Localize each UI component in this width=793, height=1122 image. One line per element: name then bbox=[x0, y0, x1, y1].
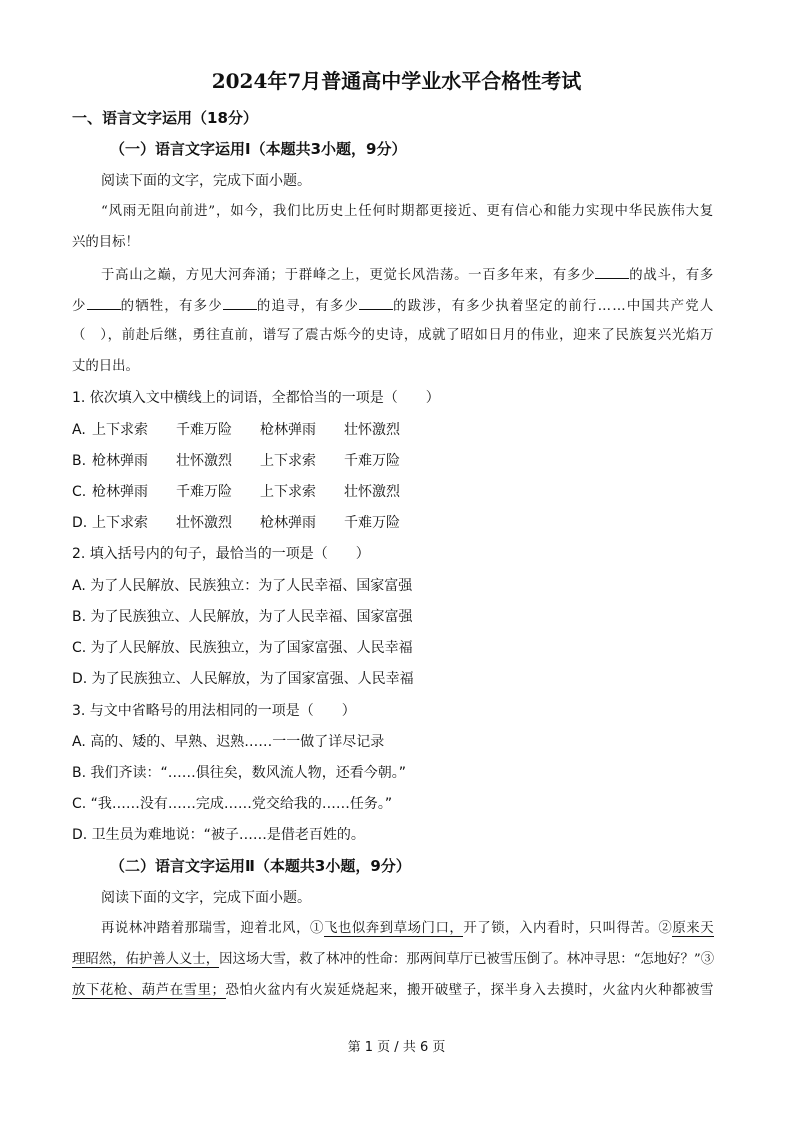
passage-line: 兴的目标！ bbox=[72, 235, 139, 250]
blank bbox=[359, 295, 393, 310]
part-heading: （一）语言文字运用Ⅰ（本题共3小题，9分） bbox=[110, 140, 407, 158]
text: 恐怕火盆内有火炭延烧起来，搬开破壁子，探半身入去摸时，火盆内火种都被雪 bbox=[225, 983, 714, 998]
passage-line bbox=[101, 264, 714, 286]
text: 的牺牲，有多少 bbox=[120, 299, 223, 314]
passage-line bbox=[72, 950, 714, 970]
option-a bbox=[72, 420, 472, 440]
option-b: B. 为了民族独立、人民解放，为了人民幸福、国家富强 bbox=[72, 609, 413, 625]
option-label: D. bbox=[72, 515, 88, 531]
option-word: 壮怀激烈 bbox=[344, 484, 400, 500]
option-label: B. bbox=[72, 453, 87, 469]
instruction: 阅读下面的文字，完成下面小题。 bbox=[101, 173, 311, 189]
question-stem: 1. 依次填入文中横线上的词语，全都恰当的一项是（ ） bbox=[72, 390, 440, 406]
option-a: A. 为了人民解放、民族独立：为了人民幸福、国家富强 bbox=[72, 578, 413, 594]
passage-line: 丈的日出。 bbox=[72, 359, 139, 374]
text: 的战斗，有多 bbox=[629, 268, 715, 283]
text: 再说林冲踏着那瑞雪，迎着北风，① bbox=[101, 921, 324, 936]
text: 的跋涉，有多少执着坚定的前行……中国共产党人 bbox=[393, 299, 715, 314]
option-word: 上下求索 bbox=[260, 453, 316, 469]
text: 于高山之巅，方见大河奔涌；于群峰之上，更觉长风浩荡。一百多年来，有多少 bbox=[101, 268, 596, 283]
passage-line bbox=[72, 295, 714, 317]
option-word: 枪林弹雨 bbox=[92, 453, 148, 469]
text: 因这场大雪，救了林冲的性命：那两间草厅已被雪压倒了。林冲寻思：“怎地好？”③ bbox=[219, 952, 715, 967]
option-word: 壮怀激烈 bbox=[176, 453, 232, 469]
section-heading: 一、语言文字运用（18分） bbox=[72, 109, 258, 127]
underlined-text: 飞也似奔到草场门口， bbox=[323, 921, 464, 936]
option-word: 枪林弹雨 bbox=[260, 422, 316, 438]
passage-line bbox=[101, 919, 714, 939]
blank bbox=[87, 295, 121, 310]
question-stem: 2. 填入括号内的句子，最恰当的一项是（ ） bbox=[72, 546, 370, 562]
underlined-text: 理昭然，佑护善人义士， bbox=[72, 952, 220, 967]
page-footer: 第 1 页 / 共 6 页 bbox=[347, 1040, 446, 1055]
part-heading: （二）语言文字运用Ⅱ（本题共3小题，9分） bbox=[110, 857, 411, 875]
text: 开了锁，入内看时，只叫得苦。② bbox=[463, 921, 673, 936]
option-word: 上下求索 bbox=[92, 515, 148, 531]
blank bbox=[595, 264, 629, 279]
question-stem: 3. 与文中省略号的用法相同的一项是（ ） bbox=[72, 703, 356, 719]
option-word: 上下求索 bbox=[260, 484, 316, 500]
passage-line bbox=[72, 981, 714, 1001]
option-label: A. bbox=[72, 422, 86, 438]
option-word: 千难万险 bbox=[176, 422, 232, 438]
underlined-text: 放下花枪、葫芦在雪里； bbox=[72, 983, 226, 998]
option-b: B. 我们齐读：“……俱往矣，数风流人物，还看今朝。” bbox=[72, 765, 407, 781]
option-word: 千难万险 bbox=[176, 484, 232, 500]
option-c: C. “我……没有……完成……党交给我的……任务。” bbox=[72, 796, 393, 812]
blank bbox=[223, 295, 257, 310]
option-b bbox=[72, 451, 472, 471]
option-word: 千难万险 bbox=[344, 453, 400, 469]
passage-line: （ ），前赴后继，勇往直前，谱写了震古烁今的史诗，成就了昭如日月的伟业，迎来了民族复兴光焰万 bbox=[72, 328, 715, 343]
option-a: A. 高的、矮的、早熟、迟熟……一一做了详尽记录 bbox=[72, 734, 385, 750]
option-word: 枪林弹雨 bbox=[260, 515, 316, 531]
option-label: C. bbox=[72, 484, 87, 500]
option-d bbox=[72, 513, 472, 533]
text: 的追寻，有多少 bbox=[256, 299, 360, 314]
option-word: 上下求索 bbox=[92, 422, 148, 438]
passage-line: “风雨无阻向前进”，如今，我们比历史上任何时期都更接近、更有信心和能力实现中华民族伟大复 bbox=[101, 204, 715, 219]
option-word: 壮怀激烈 bbox=[344, 422, 400, 438]
option-d: D. 卫生员为难地说：“被子……是借老百姓的。 bbox=[72, 827, 365, 843]
option-word: 千难万险 bbox=[344, 515, 400, 531]
option-word: 壮怀激烈 bbox=[176, 515, 232, 531]
text: 少 bbox=[72, 299, 87, 314]
instruction: 阅读下面的文字，完成下面小题。 bbox=[101, 890, 311, 906]
page-title: 2024年7月普通高中学业水平合格性考试 bbox=[211, 69, 582, 93]
underlined-text: 原来天 bbox=[672, 921, 715, 936]
option-c: C. 为了人民解放、民族独立，为了国家富强、人民幸福 bbox=[72, 640, 413, 656]
option-c bbox=[72, 482, 472, 502]
option-word: 枪林弹雨 bbox=[92, 484, 148, 500]
option-d: D. 为了民族独立、人民解放，为了国家富强、人民幸福 bbox=[72, 671, 414, 687]
